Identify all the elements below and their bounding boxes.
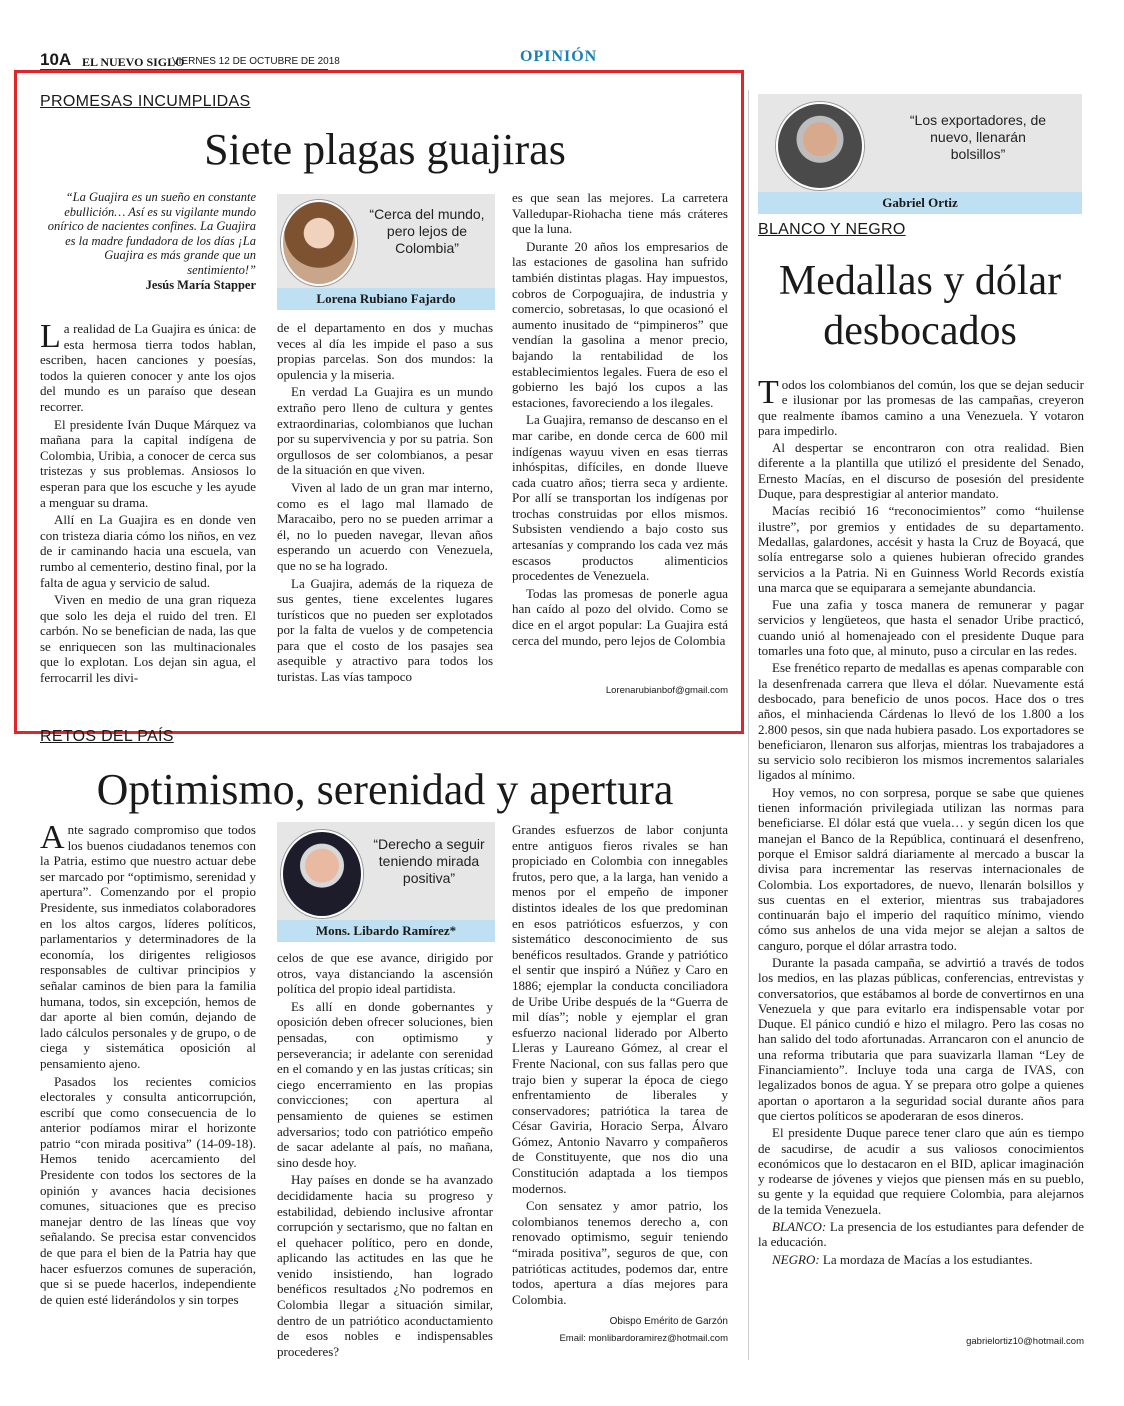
- article1-column-1: La realidad de La Guajira es única: de esta hermosa tierra todos hablan, escriben, hacen canciones y poesías, todos la quieren conocer y ante los ojos del mundo es un paraíso que desean recorrer. El presidente Iván Duque Márquez va mañana para la capital indígena de Colombia, Uribia, a conocer de cerca sus tristezas y sus problemas. Ansiosos lo esperan para que los escuche y les ayude a menguar su drama. Allí en La Guajira es en donde ven con tristeza diaria cómo los niños, en vez de ir caminando hacia una escuela, van rumbo al cementerio, destino final, por la falta de agua y servicio de salud. Viven en medio de una gran riqueza que solo les deja el ruido del tren. El carbón. No se benefician de nada, las que se enriquecen son las multinacionales que lo explotan. Los dejan sin agua, el ferrocarril les divi-: [40, 318, 256, 686]
- article3-title: Medallas y dólar desbocados: [778, 258, 1062, 354]
- article2-column-3: Grandes esfuerzos de labor conjunta entre antiguos fieros rivales se han propiciado en Colombia con innegables frutos, pero que, a la larga, han venido a menos por el empeño de imponer distintos ideales de los que predominan en esos patrióticos esfuerzos, y con sistemático desconocimiento de sus benéficos resultados. Grande y patriótico el sentir que inspiró a Núñez y Caro en 1886; ejemplar la conducta conciliadora de Uribe Uribe después de la “Guerra de mil días”; noble y ejemplar el gran esfuerzo nacional liderado por Alberto Lleras y Laureano Gómez, al crear el Frente Nacional, con sus fallas pero que trajo bien y superar la época de ciego enfrentamiento de liberales y conservadores; patriótica la tarea de César Gaviria, Horacio Serpa, Álvaro Gómez, Antonio Navarro y compañeros de Constituyente, que nos dio una Constitución adaptada a los tiempos modernos. Con sensatez y amor patrio, los colombianos tenemos derecho a, con renovado optimismo, seguir teniendo “mirada positiva”, seguros de que, con patrióticas actitudes, podemos dar, entre todos, apertura a días mejores para Colombia.: [512, 822, 728, 1307]
- blanco-label: BLANCO:: [772, 1219, 827, 1235]
- article2-tag: RETOS DEL PAÍS: [40, 728, 174, 745]
- article1-column-3: es que sean las mejores. La carretera Valledupar-Riohacha tiene más cráteres que la luna. Durante 20 años los empresarios de las estaciones de gasolina han sufrido también distintas plagas. Hay impuestos, cobros de Corpoguajira, de industria y comercio, sobretasas, lo que ocasionó el aumento inusitado de “pimpineros” que vendían la gasolina a menor precio, bajando la rentabilidad de los establecimientos legales. Fuera de eso el gobierno les bajó los cupos a las estaciones, favoreciendo a los ilegales. La Guajira, remanso de descanso en el mar caribe, en donde cerca de 600 mil indígenas wayuu viven en esas tierras inhóspitas, difíciles, en donde llueve cada cuatro años; tierra seca y ardiente. Por allí se transportan los indígenas por trochas construidas por ellos mismos. Subsisten vendiendo a bajo costo sus artesanías y comprando los cada vez más escasos productos alimenticios procedentes de Venezuela. Todas las promesas de ponerle agua han caído al pozo del olvido. Como se dice en el argot popular: La Guajira está cerca del mundo, pero lejos de Colombia: [512, 190, 728, 648]
- article2-signature: Obispo Emérito de Garzón: [609, 1316, 728, 1327]
- article3-tag: BLANCO Y NEGRO: [758, 221, 906, 238]
- dropcap: L: [40, 318, 61, 355]
- negro-label: NEGRO:: [772, 1251, 820, 1267]
- article1-email: Lorenarubianbof@gmail.com: [605, 685, 728, 696]
- page-header: [40, 48, 1090, 70]
- article3-body: Todos los colombianos del común, los que se dejan seducir e ilusionar por las promesas de las campañas, creyeron que realmente íbamos camino a una Venezuela. Y votaron para impedirlo. Al despertar se encontraron con otra realidad. Bien diferente a la plantilla que utilizó el presidente del Senado, Ernesto Macías, en el discurso de posesión del presidente Duque, para desprestigiar al anterior mandato. Macías recibió 16 “reconocimientos” como “huilense ilustre”, por gremios y entidades de su departamento. Medallas, galardones, accésit y hasta la Cruz de Boyacá, que solía entregarse solo a quienes hubieran ofrecido grandes servicios a la Patria. Ni en Guinness World Records existía una marca que se equiparara a semejante abundancia. Fue una zafia y tosca manera de remunerar y pagar servicios y lengüeteos, que hasta el senador Uribe practicó, cuando unió al homenajeado con el presidente Duque para tomarles una foto que, al minuto, puso a circular en las redes. Ese frenético reparto de medallas es apenas comparable con la desenfrenada carrera que lleva el dólar. Nuevamente está desbocado, para beneficio de unos pocos. Hace dos o tres años, el minhacienda Cárdenas lo llevó de los 1.800 a los 2.800 pesos, sin que nada hubiera pasado. Los exportadores se beneficiaron, llenaron sus alforjas, mientras los trabajadores a su servicio solo recibieron los mismos incrementos salariales ligados al mínimo. Hoy vemos, no con sorpresa, porque se sabe que quienes tienen información privilegiada utilizan las normas para beneficiarse. El dólar está que vuela… y según dicen los que manejan el Banco de la República, continuará el desenfreno, porque el Emisor saldrá diariamente al mercado a buscar la divisa para incrementar las reservas internacionales de Colombia. Los exportadores, de nuevo, llenarán bolsillos y sus cuentas en el exterior, mientras sus trabajadores continuarán bajo el imperio del raquítico mínimo, viendo cómo sus anhelos de una vida mejor se alejan a saltos de canguro, porque el dólar arrastra todo. Durante la pasada campaña, se advirtió a través de todos los medios, en las plazas públicas, conferencias, entrevistas y conversatorios, que estábamos al borde de convertirnos en una Venezuela y que para evitarlo era indispensable votar por Duque. El pánico cundió e hizo el milagro. Pero las cosas no han salido del todo afortunadas. Arrancaron con el anuncio de una reforma tributaria que para suavizarla llaman “Ley de Financiamiento”. Incluye toda una carga de IVAS, con legalizados bonos de agua. Y se prepara otro golpe a quienes aportan o aportaron a la seguridad social durante años para que ciertos políticos se apoderaran de esos dineros. El presidente Duque parece tener claro que aún es tiempo de sacudirse, de acudir a sus valiosos conocimientos económicos que lo destacaron en el BID, aplicar imaginación y rodearse de jóvenes y viejos que piensen más en su pueblo, su gente y la equidad que requiere Colombia, para alejarnos de la temida Venezuela. BLANCO: La presencia de los estudiantes para defender de la educación. NEGRO: La mordaza de Macías a los estudiantes.: [758, 374, 1084, 1267]
- quote-text: “Derecho a seguir teniendo mirada positiva”: [373, 836, 485, 886]
- article2-column-1: Ante sagrado compromiso que todos los buenos ciudadanos tenemos con la Patria, estimo que nuestro actuar debe ser marcado por “optimismo, serenidad y apertura”. Comenzando por el propio Presidente, sus inmediatos colaboradores en los altos cargos, líderes políticos, parlamentarios y determinadores de la economía, los dirigentes religiosos responsables de cultivar principios y señalar caminos de bien para la familia humana, todos, sin excepción, hemos de dar aporte al bien común, dejando de lado cálculos personales y de grupo, o de ciega y sistemática oposición al pensamiento ajeno. Pasados los recientes comicios electorales y consulta anticorrupción, escribí que como consecuencia de lo anterior podíamos mirar el horizonte patrio “con mirada positiva” (14-09-18). Hemos tenido acercamiento del Presidente con todos los sectores de la opinión y avances hacia decisiones comunes, situaciones que es preciso manejar dentro de las líneas que voy señalando. Se precisa estar convencidos de que para el bien de la Patria hay que hacer esfuerzos comunes de superación, que si se puede hacerlos, independiente de quien esté liderándolos y sin torpes: [40, 819, 256, 1307]
- article1-quote-box: [277, 194, 495, 310]
- article2-email: Email: monlibardoramirez@hotmail.com: [559, 1333, 728, 1344]
- article1-epigraph: “La Guajira es un sueño en constante ebullición… Así es su vigilante mundo onírico de nacientes confines. La Guajira es la madre fundadora de los días ¡La Guajira es más grande que un sentimiento!” Jesús María Stapper: [40, 190, 256, 293]
- dropcap: T: [758, 374, 779, 411]
- issue-date: VIERNES 12 DE OCTUBRE DE 2018: [172, 56, 340, 67]
- column-divider: [748, 90, 749, 1360]
- article3-email: gabrielortiz10@hotmail.com: [966, 1336, 1084, 1347]
- author-name: Gabriel Ortiz: [758, 192, 1082, 214]
- paper-name: EL NUEVO SIGLO: [82, 55, 185, 69]
- article2-column-2: celos de que ese avance, dirigido por otros, vaya distanciando la ascensión política del propio ideal partidista. Es allí en donde gobernantes y oposición deben ofrecer soluciones, bien pensadas, con optimismo y perseverancia; ir adelante con serenidad en el comando y en las justas críticas; sin ciego encerramiento en las propias convicciones; con apertura al pensamiento de quienes se estimen adversarios; todo con patriótico empeño de sacar adelante al país, no mañana, sino desde hoy. Hay países en donde se ha avanzado decididamente hacia su progreso y estabilidad, debiendo inclusive afrontar corrupción y sectarismo, que no faltan en el quehacer político, pero en donde, aplicando las actitudes en las que he venido insistiendo, han logrado benéficos resultados ¿No podremos en Colombia llegar a situación similar, dentro de un patriótico aconductamiento de esos nobles e indispensables procederes?: [277, 950, 493, 1359]
- article1-title: Siete plagas guajiras: [204, 125, 566, 174]
- author-name: Lorena Rubiano Fajardo: [277, 288, 495, 310]
- quote-text: “Los exportadores, de nuevo, llenarán bolsillos”: [909, 112, 1047, 162]
- article1-column-2: de el departamento en dos y muchas veces al día les impide el paso a sus propias parcelas. Son dos mundos: la opulencia y la miseria. En verdad La Guajira es un mundo extraño pero lleno de cultura y gentes extraordinarias, colombianos que luchan por su supervivencia y por su patria. Son orgullosos de ser colombianos, a pesar de la situación en que viven. Viven al lado de un gran mar interno, como es el lago mal llamado de Maracaibo, pero no se pueden arrimar a él, no lo pueden navegar, llevan años esperando un acuerdo con Venezuela, que no se ha logrado. La Guajira, además de la riqueza de sus gentes, tiene excelentes lugares turísticos que no pueden ser explotados por la falta de vuelos y de competencia para que el costo de los pasajes sea asequible y atractivo para todos los turistas. Las vías tampoco: [277, 320, 493, 685]
- epigraph-author: Jesús María Stapper: [145, 278, 256, 292]
- article1-tag: PROMESAS INCUMPLIDAS: [40, 93, 251, 110]
- author-photo: [281, 830, 363, 918]
- article3-quote-box: [758, 94, 1082, 214]
- dropcap: A: [40, 819, 65, 856]
- page-number: 10A: [40, 50, 72, 69]
- author-name: Mons. Libardo Ramírez*: [277, 920, 495, 942]
- author-photo: [281, 200, 357, 286]
- article2-title: Optimismo, serenidad y apertura: [96, 765, 674, 814]
- section-title: OPINIÓN: [520, 48, 598, 65]
- article2-quote-box: [277, 822, 495, 942]
- author-photo: [776, 102, 864, 190]
- quote-text: “Cerca del mundo, pero lejos de Colombia”: [369, 206, 485, 256]
